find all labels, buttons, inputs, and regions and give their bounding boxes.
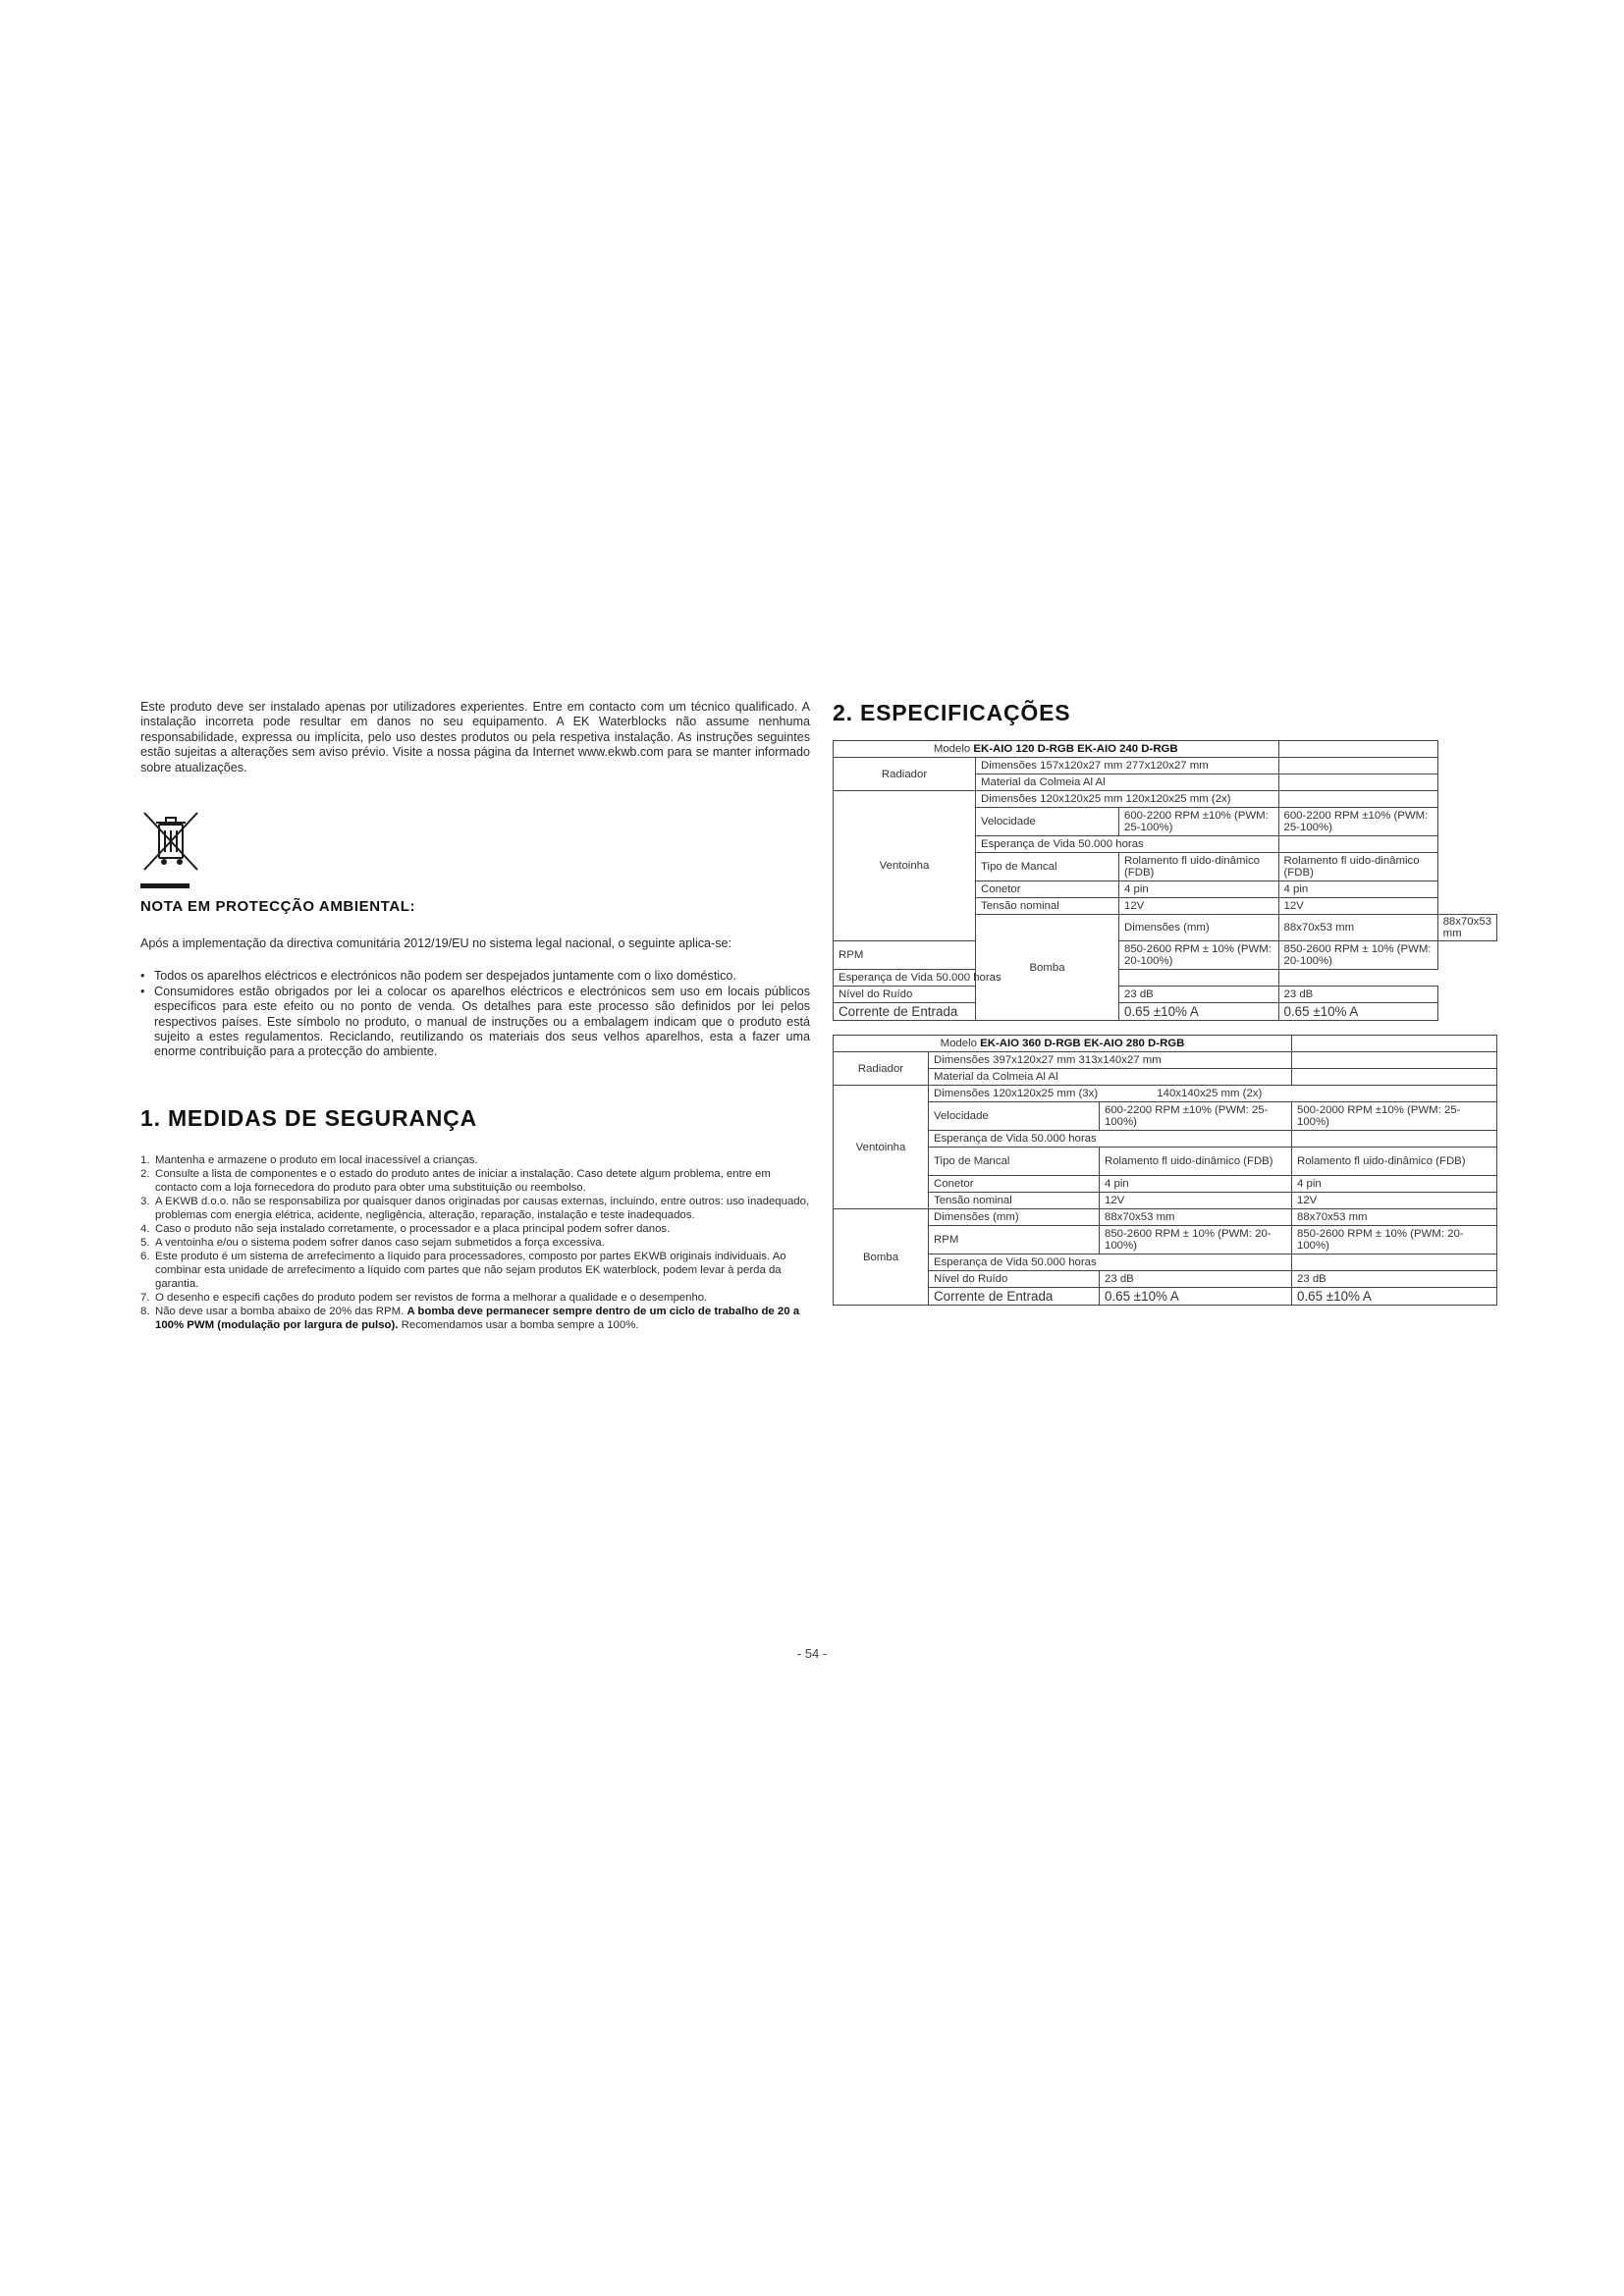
item-number: 7. bbox=[140, 1291, 150, 1304]
table-cell bbox=[1292, 1255, 1497, 1271]
cell-value: 313x140x27 mm bbox=[1078, 1054, 1162, 1066]
cell-label: Dimensões 120x120x25 mm bbox=[981, 793, 1123, 805]
table-cell bbox=[1118, 970, 1278, 987]
table-cell: 850-2600 RPM ± 10% (PWM: 20-100%) bbox=[1292, 1226, 1497, 1255]
item-text: A ventoinha e/ou o sistema podem sofrer danos caso sejam submetidos a força excessiva. bbox=[155, 1236, 605, 1249]
table-cell: Esperança de Vida 50.000 horas bbox=[929, 1131, 1292, 1148]
item-text: Consulte a lista de componentes e o estado do produto antes de iniciar a instalação. Caso detete algum problema, entre em contacto com a loja fornecedora do produto para obter uma substituição ou reembolso. bbox=[155, 1167, 771, 1194]
table-cell: Rolamento fl uido-dinâmico (FDB) bbox=[1100, 1148, 1292, 1176]
table-row bbox=[834, 791, 1497, 808]
table-cell: 0.65 ±10% A bbox=[1100, 1288, 1292, 1306]
list-item bbox=[140, 1291, 810, 1305]
item-text: Recomendamos usar a bomba sempre a 100%. bbox=[401, 1318, 639, 1331]
table-row bbox=[834, 970, 1497, 987]
table-cell: Conetor bbox=[929, 1176, 1100, 1193]
cell-value: 277x120x27 mm bbox=[1125, 760, 1209, 772]
table-cell: 600-2200 RPM ±10% (PWM: 25-100%) bbox=[1278, 808, 1437, 836]
table-cell: Velocidade bbox=[929, 1102, 1100, 1131]
table-row bbox=[834, 1102, 1497, 1131]
table-cell: 88x70x53 mm bbox=[1292, 1209, 1497, 1226]
table-row bbox=[834, 741, 1497, 758]
model-a: EK-AIO 360 D-RGB bbox=[980, 1038, 1081, 1049]
table-cell: Velocidade bbox=[976, 808, 1119, 836]
table-cell: Nível do Ruído bbox=[834, 987, 976, 1003]
model-label: Modelo bbox=[933, 743, 971, 755]
cell-value: 120x120x25 mm (2x) bbox=[1125, 793, 1231, 805]
list-item bbox=[140, 1236, 810, 1250]
page-number: - 54 - bbox=[796, 1646, 828, 1661]
item-text: A EKWB d.o.o. não se responsabiliza por quaisquer danos originadas por causas externas, incluindo, entre outros: uso inadequado, problemas com energia elétrica, acidente, negligência, alteração, reparação, instalação e teste inadequados. bbox=[155, 1195, 810, 1221]
model-cell bbox=[834, 1036, 1292, 1052]
list-item bbox=[140, 1250, 810, 1291]
cell-label: Dimensões 120x120x25 mm (3x) bbox=[934, 1088, 1099, 1099]
table-cell bbox=[1292, 1052, 1497, 1069]
cell-value: 397x120x27 mm bbox=[993, 1054, 1076, 1066]
table-row bbox=[834, 1209, 1497, 1226]
table-cell bbox=[1278, 836, 1437, 853]
table-cell: 88x70x53 mm bbox=[1100, 1209, 1292, 1226]
list-item bbox=[140, 1153, 810, 1167]
table-row bbox=[834, 1255, 1497, 1271]
table-cell: Dimensões (mm) bbox=[929, 1209, 1100, 1226]
item-number: 8. bbox=[140, 1305, 150, 1317]
safety-heading: 1. MEDIDAS DE SEGURANÇA bbox=[140, 1104, 477, 1131]
weee-bin-icon bbox=[140, 809, 201, 874]
table-cell: 0.65 ±10% A bbox=[1118, 1003, 1278, 1021]
list-item: • Todos os aparelhos eléctricos e electrónicos não podem ser despejados juntamente com o lixo doméstico. bbox=[140, 969, 810, 984]
table-cell bbox=[1278, 791, 1437, 808]
table-cell bbox=[1278, 758, 1437, 774]
table-cell: Dimensões (mm) bbox=[1118, 915, 1278, 941]
model-b: EK-AIO 280 D-RGB bbox=[1083, 1038, 1185, 1049]
table-row bbox=[834, 987, 1497, 1003]
group-radiator: Radiador bbox=[834, 1052, 929, 1086]
spec-table-2 bbox=[833, 1035, 1497, 1306]
environment-heading: NOTA EM PROTECÇÃO AMBIENTAL: bbox=[140, 898, 416, 916]
table-cell: 4 pin bbox=[1118, 881, 1278, 898]
table-cell: 12V bbox=[1278, 898, 1437, 915]
table-cell: Esperança de Vida 50.000 horas bbox=[834, 970, 1119, 987]
item-bold-text: A bomba deve permanecer sempre dentro de um ciclo de trabalho de 20 a 100% PWM (modulação por largura de pulso). bbox=[155, 1305, 800, 1331]
cell-value: 140x140x25 mm (2x) bbox=[1157, 1088, 1263, 1099]
table-cell: 4 pin bbox=[1100, 1176, 1292, 1193]
table-cell: Tipo de Mancal bbox=[929, 1148, 1100, 1176]
table-cell: Corrente de Entrada bbox=[929, 1288, 1100, 1306]
table-row bbox=[834, 1086, 1497, 1102]
table-cell: 850-2600 RPM ± 10% (PWM: 20-100%) bbox=[1278, 941, 1437, 970]
model-b: EK-AIO 240 D-RGB bbox=[1077, 743, 1178, 755]
item-number: 5. bbox=[140, 1236, 150, 1249]
item-number: 6. bbox=[140, 1250, 150, 1262]
table-row bbox=[834, 1036, 1497, 1052]
environment-bullets bbox=[140, 969, 810, 1059]
table-row bbox=[834, 1069, 1497, 1086]
table-cell: 600-2200 RPM ±10% (PWM: 25-100%) bbox=[1118, 808, 1278, 836]
table-cell: Rolamento fl uido-dinâmico (FDB) bbox=[1278, 853, 1437, 881]
intro-paragraph: Este produto deve ser instalado apenas por utilizadores experientes. Entre em contacto com um técnico qualificado. A instalação incorreta pode resultar em danos no seu equipamento. A EK Waterblocks não assume nenhuma responsabilidade, expressa ou implícita, pelo uso destes produtos ou pela respetiva instalação. As instruções seguintes estão sujeitas a alterações sem aviso prévio. Visite a nossa página da Internet www.ekwb.com para se manter informado sobre atualizações. bbox=[140, 700, 810, 774]
left-column bbox=[140, 700, 810, 1332]
list-item bbox=[140, 1195, 810, 1222]
spec-table-1 bbox=[833, 740, 1497, 1021]
spec-heading: 2. ESPECIFICAÇÕES bbox=[833, 700, 1071, 725]
table-row bbox=[834, 941, 1497, 970]
table-cell: 850-2600 RPM ± 10% (PWM: 20-100%) bbox=[1118, 941, 1278, 970]
table-cell: Esperança de Vida 50.000 horas bbox=[929, 1255, 1292, 1271]
item-number: 2. bbox=[140, 1167, 150, 1180]
table-cell: 23 dB bbox=[1118, 987, 1278, 1003]
item-text: Caso o produto não seja instalado corretamente, o processador e a placa principal podem sofrer danos. bbox=[155, 1222, 671, 1235]
table-cell: 4 pin bbox=[1278, 881, 1437, 898]
table-cell: 88x70x53 mm bbox=[1437, 915, 1496, 941]
table-cell: Tipo de Mancal bbox=[976, 853, 1119, 881]
table-cell: 88x70x53 mm bbox=[1278, 915, 1437, 941]
table-cell: 0.65 ±10% A bbox=[1278, 1003, 1437, 1021]
table-row bbox=[834, 1271, 1497, 1288]
table-cell: 23 dB bbox=[1292, 1271, 1497, 1288]
table-cell: 12V bbox=[1118, 898, 1278, 915]
table-cell: Nível do Ruído bbox=[929, 1271, 1100, 1288]
group-pump: Bomba bbox=[834, 1209, 929, 1306]
table-cell: Conetor bbox=[976, 881, 1119, 898]
list-item bbox=[140, 1167, 810, 1195]
table-cell bbox=[976, 758, 1279, 774]
table-cell: Rolamento fl uido-dinâmico (FDB) bbox=[1292, 1148, 1497, 1176]
table-cell: Material da Colmeia Al Al bbox=[929, 1069, 1292, 1086]
group-radiator: Radiador bbox=[834, 758, 976, 791]
table-cell: RPM bbox=[834, 941, 976, 970]
table-cell: Esperança de Vida 50.000 horas bbox=[976, 836, 1279, 853]
item-number: 1. bbox=[140, 1153, 150, 1166]
table-row bbox=[834, 1148, 1497, 1176]
table-cell: 850-2600 RPM ± 10% (PWM: 20-100%) bbox=[1100, 1226, 1292, 1255]
item-text: Mantenha e armazene o produto em local inacessível a crianças. bbox=[155, 1153, 478, 1166]
table-cell: Tensão nominal bbox=[929, 1193, 1100, 1209]
table-row bbox=[834, 758, 1497, 774]
table-cell bbox=[976, 791, 1279, 808]
table-cell: 4 pin bbox=[1292, 1176, 1497, 1193]
table-cell bbox=[929, 1086, 1497, 1102]
list-item bbox=[140, 1222, 810, 1236]
table-cell: Rolamento fl uido-dinâmico (FDB) bbox=[1118, 853, 1278, 881]
list-item bbox=[140, 1305, 810, 1332]
table-cell: 0.65 ±10% A bbox=[1292, 1288, 1497, 1306]
item-text: Não deve usar a bomba abaixo de 20% das RPM. bbox=[155, 1305, 405, 1317]
cell-label: Dimensões bbox=[981, 760, 1037, 772]
weee-underline-bar bbox=[140, 883, 189, 888]
group-fan: Ventoinha bbox=[834, 791, 976, 941]
item-number: 3. bbox=[140, 1195, 150, 1207]
table-cell: 600-2200 RPM ±10% (PWM: 25-100%) bbox=[1100, 1102, 1292, 1131]
model-a: EK-AIO 120 D-RGB bbox=[973, 743, 1074, 755]
table-row bbox=[834, 1226, 1497, 1255]
model-label: Modelo bbox=[940, 1038, 977, 1049]
table-cell bbox=[1278, 774, 1437, 791]
table-cell bbox=[929, 1052, 1292, 1069]
list-item: • Consumidores estão obrigados por lei a colocar os aparelhos eléctricos e electrónicos sem uso em locais públicos específicos para este efeito ou no ponto de venda. Os detalhes para este processo são definidos por lei pelos respectivos países. Este símbolo no produto, o manual de instruções ou a embalagem indicam que o produto está sujeito a estes regulamentos. Reciclando, reutilizando os materiais dos seus velhos aparelhos, esta a fazer uma enorme contribuição para a protecção do ambiente. bbox=[140, 985, 810, 1060]
table-cell: 23 dB bbox=[1278, 987, 1437, 1003]
environment-lead: Após a implementação da directiva comunitária 2012/19/EU no sistema legal nacional, o seguinte aplica-se: bbox=[140, 936, 732, 951]
table-row bbox=[834, 1193, 1497, 1209]
model-cell bbox=[834, 741, 1279, 758]
table-cell bbox=[1292, 1036, 1497, 1052]
group-pump: Bomba bbox=[976, 915, 1119, 1021]
table-cell: 12V bbox=[1100, 1193, 1292, 1209]
table-cell: Tensão nominal bbox=[976, 898, 1119, 915]
table-cell: RPM bbox=[929, 1226, 1100, 1255]
table-row bbox=[834, 1003, 1497, 1021]
table-cell: 23 dB bbox=[1100, 1271, 1292, 1288]
right-column bbox=[833, 700, 1505, 1306]
item-number: 4. bbox=[140, 1222, 150, 1235]
table-cell bbox=[1278, 741, 1437, 758]
safety-list bbox=[140, 1153, 810, 1332]
table-cell: Material da Colmeia Al Al bbox=[976, 774, 1279, 791]
table-cell bbox=[1292, 1131, 1497, 1148]
table-cell: 12V bbox=[1292, 1193, 1497, 1209]
item-text: Este produto é um sistema de arrefecimento a líquido para processadores, composto por partes EKWB originais individuais. Ao combinar esta unidade de arrefecimento a líquido com partes que não sejam produtos EK waterblock, podem levar à perda da garantia. bbox=[155, 1250, 786, 1290]
table-cell: 500-2000 RPM ±10% (PWM: 25-100%) bbox=[1292, 1102, 1497, 1131]
group-fan: Ventoinha bbox=[834, 1086, 929, 1209]
cell-value: 157x120x27 mm bbox=[1040, 760, 1123, 772]
cell-label: Dimensões bbox=[934, 1054, 990, 1066]
table-row bbox=[834, 1176, 1497, 1193]
table-row bbox=[834, 1131, 1497, 1148]
table-cell bbox=[1292, 1069, 1497, 1086]
table-cell: Corrente de Entrada bbox=[834, 1003, 976, 1021]
table-row bbox=[834, 1288, 1497, 1306]
item-text: O desenho e especifi cações do produto podem ser revistos de forma a melhorar a qualidade e o desempenho. bbox=[155, 1291, 708, 1304]
table-row bbox=[834, 1052, 1497, 1069]
